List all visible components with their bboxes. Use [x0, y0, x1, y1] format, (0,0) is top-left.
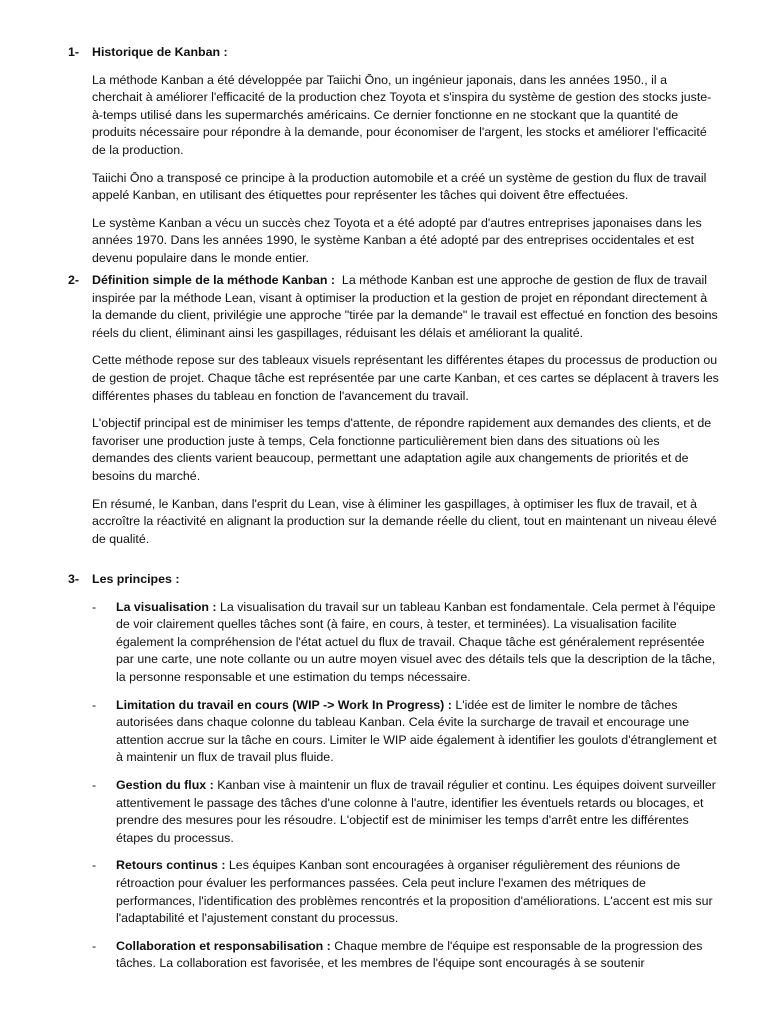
- bullet-text: Chaque membre de l'équipe est responsable de la progression des tâches. La collaboration est favorisée, et les membres de l'équipe sont encouragés à se soutenir: [116, 938, 703, 971]
- section-historique: [0, 44, 768, 278]
- paragraph: Le système Kanban a vécu un succès chez Toyota et a été adopté par d'autres entreprises japonaises dans les années 1970. Dans les années 1990, le système Kanban a été adopté par des entreprises occidentales et est devenu populaire dans le monde entier.: [92, 215, 702, 265]
- section-heading: Historique de Kanban :: [92, 45, 228, 59]
- list-item: [92, 697, 720, 767]
- bullet-text: Kanban vise à maintenir un flux de travail régulier et continu. Les équipes doivent surveiller attentivement le passage des tâches d'une colonne à l'autre, identifier les éventuels retards ou blocages, et prendre des mesures pour les résoudre. L'objectif est de minimiser les temps d'arrêt entre les différentes étapes du processus.: [116, 777, 716, 845]
- bullet-title: La visualisation :: [116, 599, 217, 614]
- section-number: 2-: [68, 273, 80, 287]
- bullet-dash: -: [92, 938, 97, 953]
- paragraph: Cette méthode repose sur des tableaux visuels représentant les différentes étapes du processus de production ou de gestion de projet. Chaque tâche est représentée par une carte Kanban, et ces cartes se déplacent à travers les différentes phases du tableau en fonction de l'avancement du travail.: [92, 353, 719, 403]
- list-item: [92, 938, 720, 973]
- section-principes: [0, 571, 768, 983]
- bullet-dash: -: [92, 858, 97, 873]
- bullet-title: Retours continus :: [116, 858, 226, 873]
- definition-text: La méthode Kanban est une approche de gestion de flux de travail inspirée par la méthode Lean, visant à optimiser la production et la gestion de projet en répondant directement à la demande du client, privilégie une approche "tirée par la demande" le travail est effectué en fonction des besoins réels du client, éliminant ainsi les gaspillages, réduisant les délais et améliorant la qualité.: [92, 273, 718, 340]
- list-item: [92, 599, 720, 687]
- bullet-text: L'idée est de limiter le nombre de tâches autorisées dans chaque colonne du tableau Kanban. Cela évite la surcharge de travail et encourage une attention accrue sur la tâche en cours. Limiter le WIP aide également à identifier les goulots d'étranglement et à maintenir un flux de travail plus fluide.: [116, 697, 717, 765]
- section-number: 1-: [68, 45, 80, 59]
- bullet-text: La visualisation du travail sur un tableau Kanban est fondamentale. Cela permet à l'équipe de voir clairement quelles tâches sont (à faire, en cours, à tester, et terminées). La visualisation facilite également la compréhension de l'état actuel du flux de travail. Chaque tâche est généralement représentée par une carte, une note collante ou un autre moyen visuel avec des détails tels que la description de la tâche, la personne responsable et une estimation du temps nécessaire.: [116, 599, 716, 684]
- section-definition: [0, 272, 768, 558]
- principles-list: [92, 599, 720, 973]
- paragraph: La méthode Kanban a été développée par Taiichi Ōno, un ingénieur japonais, dans les années 1950., il a cherchait à améliorer l'efficacité de la production chez Toyota et s'inspira du système de gestion des stocks juste-à-temps utilisé dans les supermarchés américains. Ce dernier fonctionne en ne stockant que la quantité de produits nécessaire pour répondre à la demande, pour économiser de l'argent, les stocks et améliorer l'efficacité de la production.: [92, 72, 712, 157]
- bullet-dash: -: [92, 599, 97, 614]
- paragraph: En résumé, le Kanban, dans l'esprit du Lean, vise à éliminer les gaspillages, à optimiser les flux de travail, et à accroître la réactivité en alignant la production sur la demande réelle du client, tout en maintenant un niveau élevé de qualité.: [92, 496, 717, 546]
- section-heading: Définition simple de la méthode Kanban :: [92, 273, 336, 287]
- section-number: 3-: [68, 572, 80, 586]
- paragraph: L'objectif principal est de minimiser les temps d'attente, de répondre rapidement aux demandes des clients, et de favoriser une production juste à temps, Cela fonctionne particulièrement bien dans des situations où les demandes des clients varient beaucoup, permettant une adaptation agile aux changements de priorités et de besoins du marché.: [92, 416, 712, 483]
- section-heading: Les principes :: [92, 572, 180, 586]
- bullet-title: Limitation du travail en cours (WIP -> Work In Progress) :: [116, 697, 452, 712]
- bullet-dash: -: [92, 777, 97, 792]
- paragraph: Taiichi Ōno a transposé ce principe à la production automobile et a créé un système de gestion du flux de travail appelé Kanban, en utilisant des étiquettes pour représenter les tâches qui doivent être effectuées.: [92, 170, 707, 203]
- list-item: [92, 857, 720, 927]
- bullet-title: Gestion du flux :: [116, 777, 214, 792]
- bullet-text: Les équipes Kanban sont encouragées à organiser régulièrement des réunions de rétroaction pour évaluer les performances passées. Cela peut inclure l'examen des métriques de performances, l'identification des problèmes rencontrés et la proposition d'améliorations. L'accent est mis sur l'adaptabilité et l'ajustement constant du processus.: [116, 858, 713, 926]
- definition-paragraph: [92, 272, 720, 342]
- bullet-title: Collaboration et responsabilisation :: [116, 938, 331, 953]
- list-item: [92, 777, 720, 847]
- bullet-dash: -: [92, 697, 97, 712]
